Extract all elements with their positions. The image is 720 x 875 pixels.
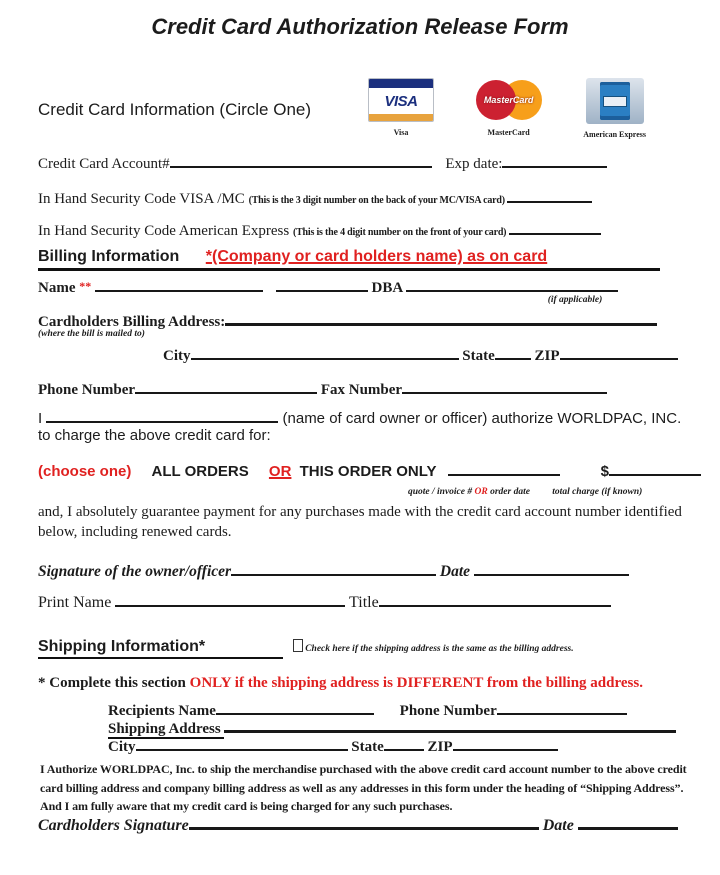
cardholder-signature-field[interactable]: [189, 814, 539, 830]
shipping-address-label: Shipping Address: [108, 721, 225, 737]
ship-authorize-paragraph: I Authorize WORLDPAC, Inc. to ship the merchandise purchased with the above credit card account number to the above credit card billing address and company billing address as well as any addresses in this form under the heading of “Shipping Address”. And I am fully aware that my credit card is being charged for any such purchases.: [40, 762, 687, 814]
security-code-amex-field[interactable]: [509, 220, 601, 235]
shipping-city-row: [108, 736, 558, 756]
name-row: [38, 277, 618, 297]
cardholder-signature-label: Cardholders Signature: [38, 817, 189, 834]
authorize-text: (name of card owner or officer) authorize WORLDPAC, INC.: [278, 410, 682, 427]
zip-label: ZIP: [530, 348, 560, 364]
amex-option[interactable]: [583, 78, 646, 139]
visa-logo-icon: [368, 78, 434, 122]
i-label: I: [38, 410, 47, 427]
charge-amount-field[interactable]: [609, 461, 701, 476]
total-charge-note: total charge (if known): [552, 487, 643, 497]
owner-signature-field[interactable]: [231, 561, 436, 576]
recipients-label: Recipients Name: [108, 703, 216, 719]
amex-logo-icon: [586, 78, 644, 124]
owner-signature-label: Signature of the owner/officer: [38, 563, 232, 580]
billing-heading-row: [38, 248, 660, 271]
choose-one-label: (choose one): [38, 463, 132, 480]
security-code-visa-row: [38, 188, 592, 208]
shipping-heading: Shipping Information*: [38, 638, 206, 655]
billing-heading: Billing Information: [38, 248, 180, 265]
account-row: [38, 153, 607, 173]
phone-label: Phone Number: [38, 382, 136, 398]
dba-label: DBA: [367, 280, 407, 296]
mastercard-logo-icon: [476, 78, 542, 122]
print-name-row: [38, 592, 611, 612]
print-name-label: Print Name: [38, 594, 116, 611]
mastercard-label: MasterCard: [487, 128, 530, 137]
quote-invoice-note: quote / invoice #: [408, 487, 475, 497]
order-date-note: order date: [487, 487, 530, 497]
billing-city-row: [163, 345, 678, 365]
name-label: Name: [38, 280, 80, 296]
name-field[interactable]: [95, 277, 263, 292]
visa-logo-text: VISA: [384, 92, 418, 110]
ship-phone-label: Phone Number: [399, 703, 497, 719]
mastercard-logo-text: MasterCard: [483, 95, 534, 105]
choose-one-row: [38, 461, 701, 480]
complete-section-prefix: * Complete this section: [38, 675, 190, 691]
billing-address-row: [38, 310, 657, 331]
cardholder-date-label: Date: [538, 817, 578, 834]
or-label: OR: [268, 463, 292, 480]
fax-label: Fax Number: [317, 382, 403, 398]
ship-phone-field[interactable]: [497, 700, 627, 715]
dba-note: (if applicable): [547, 295, 603, 305]
state-field[interactable]: [495, 345, 531, 360]
billing-address-note: (where the bill is mailed to): [38, 329, 145, 339]
card-info-heading: Credit Card Information (Circle One): [38, 100, 312, 119]
print-name-field[interactable]: [115, 592, 345, 607]
zip-field[interactable]: [560, 345, 678, 360]
billing-address-field[interactable]: [225, 310, 657, 326]
security-code-visa-note: (This is the 3 digit number on the back of your MC/VISA card): [248, 195, 508, 206]
cardholder-date-field[interactable]: [578, 814, 678, 830]
security-code-visa-field[interactable]: [507, 188, 592, 203]
amex-label: American Express: [583, 130, 646, 139]
dollar-sign: $: [600, 463, 609, 480]
same-address-checkbox[interactable]: [293, 639, 303, 652]
signature-date-field[interactable]: [474, 561, 629, 576]
name-required-marker: **: [79, 279, 92, 293]
complete-section-row: [38, 675, 643, 692]
exp-date-label: Exp date:: [445, 156, 503, 172]
state-label: State: [458, 348, 495, 364]
security-code-amex-label: In Hand Security Code American Express: [38, 223, 293, 239]
phone-field[interactable]: [135, 379, 317, 394]
billing-address-label: Cardholders Billing Address:: [38, 314, 226, 330]
shipping-heading-row: [38, 638, 574, 656]
form-title: Credit Card Authorization Release Form: [151, 14, 569, 39]
security-code-visa-label: In Hand Security Code VISA /MC: [38, 191, 249, 207]
ship-city-field[interactable]: [136, 736, 348, 751]
ship-zip-label: ZIP: [423, 739, 453, 755]
order-number-field[interactable]: [448, 461, 560, 476]
phone-fax-row: [38, 379, 607, 399]
security-code-amex-row: [38, 220, 601, 240]
same-address-label: Check here if the shipping address is the same as the billing address.: [302, 644, 574, 654]
complete-section-red: ONLY if the shipping address is DIFFERENT from the billing address.: [189, 675, 643, 691]
authorize-row: [38, 408, 681, 427]
visa-label: Visa: [393, 128, 409, 137]
signature-date-label: Date: [436, 563, 474, 580]
charge-for-line: to charge the above credit card for:: [38, 427, 271, 444]
ship-state-label: State: [347, 739, 384, 755]
security-code-amex-note: (This is the 4 digit number on the front of your card): [292, 227, 509, 238]
name-field-2[interactable]: [276, 277, 368, 292]
exp-date-field[interactable]: [502, 153, 607, 168]
owner-signature-row: [38, 561, 629, 581]
shipping-address-row: [108, 717, 676, 738]
cardholder-signature-row: [38, 814, 678, 835]
card-logos: [368, 78, 646, 139]
ship-city-label: City: [108, 739, 136, 755]
recipients-name-field[interactable]: [216, 700, 374, 715]
title-label: Title: [345, 594, 379, 611]
blank-notes-row: [408, 487, 642, 497]
ship-zip-field[interactable]: [453, 736, 558, 751]
ship-state-field[interactable]: [384, 736, 424, 751]
billing-heading-note: *(Company or card holders name) as on card: [205, 248, 548, 265]
owner-name-field[interactable]: [46, 408, 278, 423]
this-order-option[interactable]: THIS ORDER ONLY: [299, 463, 437, 480]
shipping-address-field[interactable]: [224, 717, 676, 733]
or-note: OR: [474, 487, 488, 497]
fax-field[interactable]: [402, 379, 607, 394]
all-orders-option[interactable]: ALL ORDERS: [151, 463, 249, 480]
account-number-field[interactable]: [170, 153, 432, 168]
guarantee-paragraph: and, I absolutely guarantee payment for any purchases made with the credit card account number identified below, including renewed cards.: [38, 504, 682, 541]
visa-option[interactable]: [368, 78, 434, 139]
title-field[interactable]: [379, 592, 611, 607]
city-label: City: [163, 348, 191, 364]
mastercard-option[interactable]: [476, 78, 542, 139]
account-label: Credit Card Account#: [38, 156, 170, 172]
dba-field[interactable]: [406, 277, 618, 292]
city-field[interactable]: [191, 345, 459, 360]
